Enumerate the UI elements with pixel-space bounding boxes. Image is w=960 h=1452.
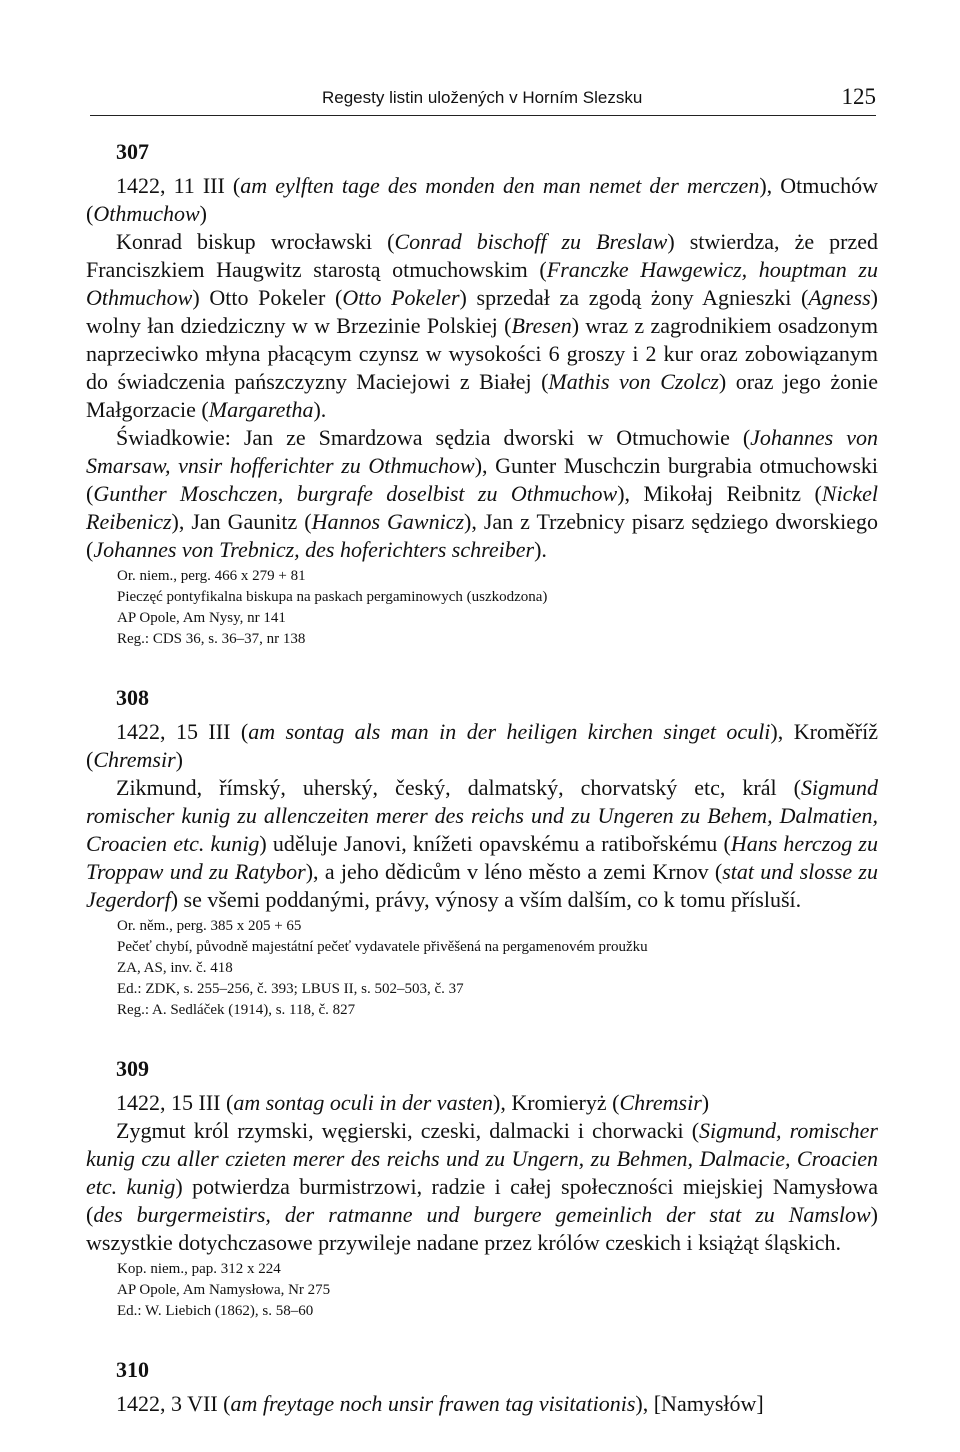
entry-number: 310	[116, 1357, 149, 1382]
entry-notes	[86, 566, 878, 650]
running-title: Regesty listin uložených v Horním Slezsku	[322, 88, 643, 107]
entry-paragraph: Świadkowie: Jan ze Smardzowa sędzia dworski w Otmuchowie (Johannes von Smarsaw, vnsir hofferichter zu Othmuchow), Gunter Muschczin burgrabia otmuchowski (Gunther Moschczen, burgrafe doselbist zu Othmuchow), Mikołaj Reibnitz (Nickel Reibenicz), Jan Gaunitz (Hannos Gawnicz), Jan z Trzebnicy pisarz sędziego dworskiego (Johannes von Trebnicz, des hoferichters schreiber).	[86, 425, 879, 562]
archival-note: Kop. niem., pap. 312 x 224	[117, 1261, 281, 1277]
archival-note: AP Opole, Am Nysy, nr 141	[117, 610, 286, 626]
entry-paragraph: Zikmund, římský, uherský, český, dalmatský, chorvatský etc, král (Sigmund romischer kunig zu allenczeiten merer des reichs und zu Ungeren zu Behem, Dalmatien, Croacien etc. kunig) uděluje Janovi, knížeti opavskému a ratibořskému (Hans herczog zu Troppaw und zu Ratybor), a jeho dědicům v léno město a zemi Krnov (stat und slosse zu Jegerdorf) se všemi poddanými, právy, výnosy a vším dalším, co k tomu přísluší.	[86, 775, 878, 912]
entry-date-place: 1422, 3 VII (am freytage noch unsir frawen tag visitationis), [Namysłów]	[116, 1391, 764, 1416]
archival-note: Ed.: W. Liebich (1862), s. 58–60	[117, 1303, 314, 1319]
archival-note: Ed.: ZDK, s. 255–256, č. 393; LBUS II, s. 502–503, č. 37	[117, 981, 464, 997]
running-header	[0, 84, 960, 114]
document-body	[86, 138, 878, 1452]
entry-number: 308	[116, 685, 149, 710]
entry-date-place: 1422, 15 III (am sontag oculi in der vasten), Kromieryż (Chremsir)	[116, 1090, 710, 1115]
archival-note: Pečeť chybí, původně majestátní pečeť vydavatele přivěšená na pergamenovém proužku	[117, 939, 648, 955]
entry-number: 309	[116, 1056, 149, 1081]
entry-paragraph: Zygmut król rzymski, węgierski, czeski, dalmacki i chorwacki (Sigmund, romischer kunig czu aller czieten merer des reichs und zu Ungern, zu Behmen, Dalmacie, Croacien etc. kunig) potwierdza burmistrzowi, radzie i całej społeczności miejskiej Namysłowa (des burgermeistirs, der ratmanne und burgere gemeinlich der stat zu Namslow) wszystkie dotychczasowe przywileje nadane przez królów czeskich i książąt śląskich.	[86, 1118, 878, 1255]
regest-entry	[86, 138, 878, 650]
entry-notes	[86, 1259, 878, 1322]
entry-date-place: 1422, 11 III (am eylften tage des monden den man nemet der merczen), Otmuchów (Othmuchow)	[86, 173, 878, 226]
archival-note: Reg.: CDS 36, s. 36–37, nr 138	[117, 631, 306, 647]
entry-notes	[86, 916, 878, 1021]
archival-note: Or. něm., perg. 385 x 205 + 65	[117, 918, 302, 934]
archival-note: Or. niem., perg. 466 x 279 + 81	[117, 568, 306, 584]
header-rule	[90, 115, 876, 116]
archival-note: Reg.: A. Sedláček (1914), s. 118, č. 827	[117, 1002, 356, 1018]
entry-date-place: 1422, 15 III (am sontag als man in der heiligen kirchen singet oculi), Kroměříž (Chremsir)	[86, 719, 878, 772]
entry-paragraph: Konrad biskup wrocławski (Conrad bischoff zu Breslaw) stwierdza, że przed Franciszkiem Haugwitz starostą otmuchowskim (Franczke Hawgewicz, houptman zu Othmuchow) Otto Pokeler (Otto Pokeler) sprzedał za zgodą żony Agnieszki (Agness) wolny łan dziedziczny w w Brzezinie Polskiej (Bresen) wraz z zagrodnikiem osadzonym naprzeciwko młyna płacącym czynsz w wysokości 6 groszy i 2 kur oraz zobowiązanym do świadczenia pańszczyzny Maciejowi z Białej (Mathis von Czolcz) oraz jego żonie Małgorzacie (Margaretha).	[86, 229, 879, 422]
regest-entry	[86, 1356, 878, 1418]
archival-note: AP Opole, Am Namysłowa, Nr 275	[117, 1282, 331, 1298]
regest-entry	[86, 1055, 878, 1322]
archival-note: ZA, AS, inv. č. 418	[117, 960, 233, 976]
entry-number: 307	[116, 139, 149, 164]
archival-note: Pieczęć pontyfikalna biskupa na paskach pergaminowych (uszkodzona)	[117, 589, 548, 605]
regest-entry	[86, 684, 878, 1021]
page-number: 125	[841, 84, 876, 109]
